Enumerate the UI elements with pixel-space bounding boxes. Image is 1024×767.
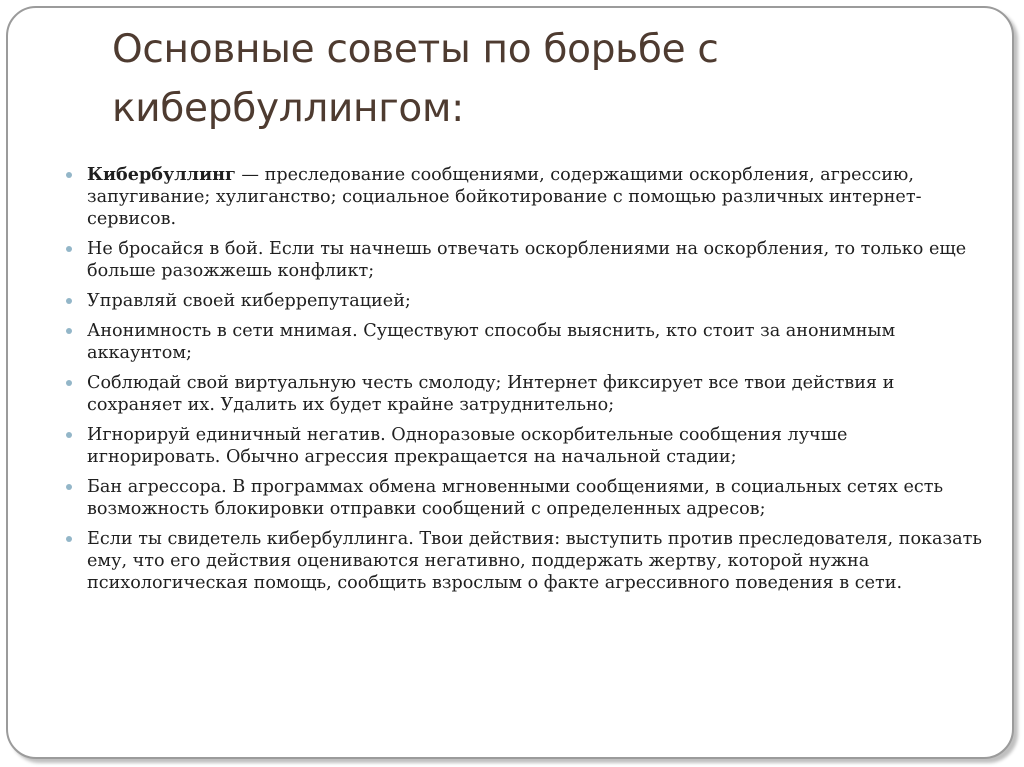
bullet-dot-icon	[66, 328, 72, 334]
bullet-text: Игнорируй единичный негатив. Одноразовые оскорбительные сообщения лучше игнорировать. Обычно агрессия прекращается на начальной стадии;	[87, 425, 848, 467]
bullet-item-ignore	[66, 424, 986, 468]
bullet-dot-icon	[66, 246, 72, 252]
bullet-dot-icon	[66, 484, 72, 490]
bullet-text: — преследование сообщениями, содержащими оскорбления, агрессию, запугивание; хулиганство; социальное бойкотирование с помощью различных интернет-сервисов.	[87, 165, 922, 229]
bullet-text: Бан агрессора. В программах обмена мгновенными сообщениями, в социальных сетях есть возможность блокировки отправки сообщений с определенных адресов;	[87, 477, 944, 519]
bullet-item-witness	[66, 528, 986, 594]
bullet-item-honor	[66, 372, 986, 416]
bullet-text: Не бросайся в бой. Если ты начнешь отвечать оскорблениями на оскорбления, то только еще больше разожжешь конфликт;	[87, 239, 967, 281]
bullet-text: Анонимность в сети мнимая. Существуют способы выяснить, кто стоит за анонимным аккаунтом;	[87, 321, 896, 363]
bullet-item-reputation	[66, 290, 986, 312]
slide	[6, 6, 1014, 759]
bullet-item-dont-fight	[66, 238, 986, 282]
bullet-dot-icon	[66, 432, 72, 438]
bullet-text: Управляй своей киберрепутацией;	[87, 291, 411, 311]
bullet-text: Если ты свидетель кибербуллинга. Твои действия: выступить против преследователя, показать ему, что его действия оцениваются негативно, поддержать жертву, которой нужна психологическая помощь, сообщить взрослым о факте агрессивного поведения в сети.	[87, 529, 982, 593]
bullet-item-definition	[66, 164, 986, 230]
bullet-item-ban	[66, 476, 986, 520]
bullet-item-anonymity	[66, 320, 986, 364]
slide-title: Основные советы по борьбе с кибербуллингом:	[112, 27, 719, 131]
bullet-dot-icon	[66, 380, 72, 386]
bullet-dot-icon	[66, 536, 72, 542]
definition-term: Кибербуллинг	[87, 164, 236, 185]
bullet-list	[66, 164, 986, 602]
bullet-dot-icon	[66, 172, 72, 178]
bullet-text: Соблюдай свой виртуальную честь смолоду; Интернет фиксирует все твои действия и сохраняет их. Удалить их будет крайне затруднительно;	[87, 373, 895, 415]
bullet-dot-icon	[66, 298, 72, 304]
